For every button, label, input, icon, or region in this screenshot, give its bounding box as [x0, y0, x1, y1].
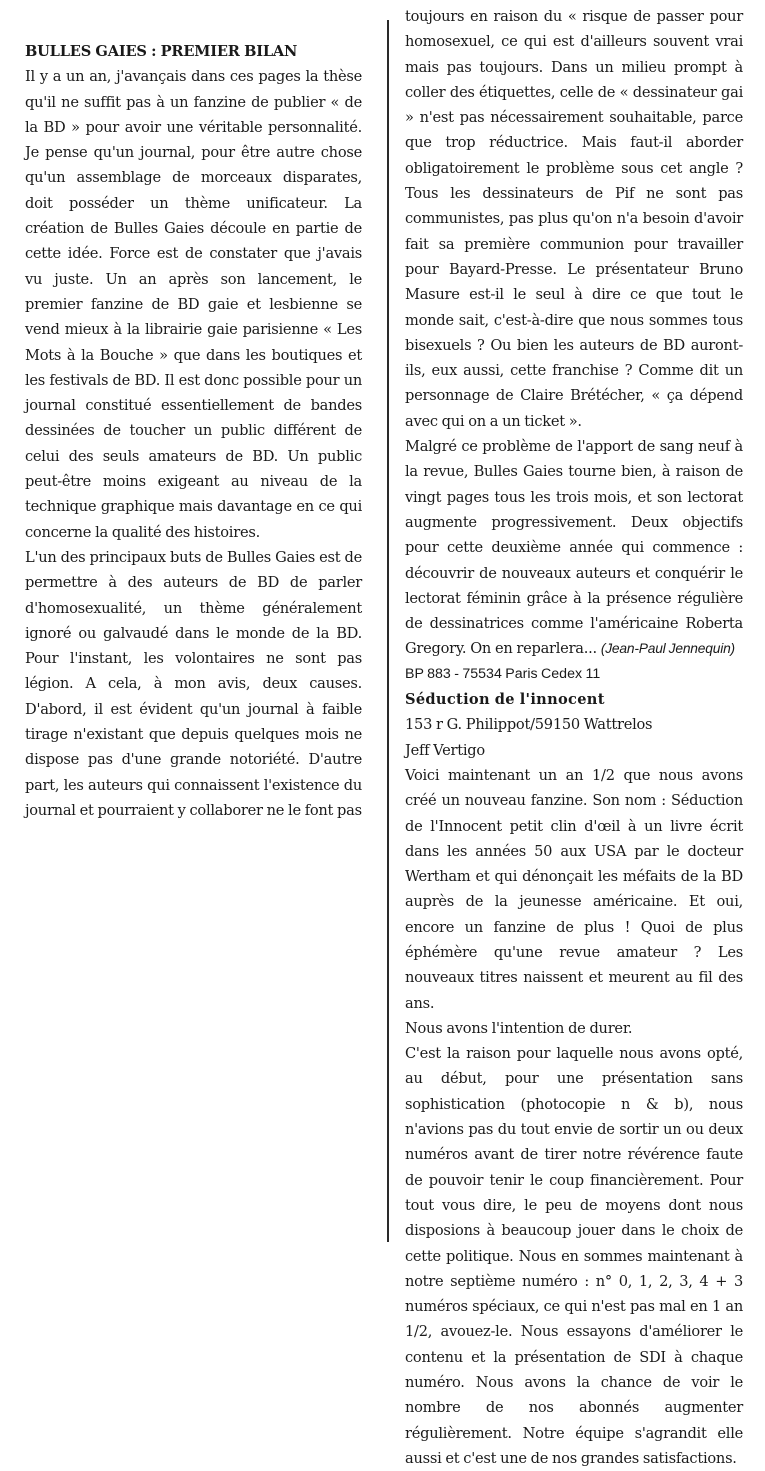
right-column	[405, 4, 743, 1471]
left-column	[25, 39, 362, 823]
section-title: Séduction de l'innocent	[405, 691, 605, 709]
article-paragraph: Voici maintenant un an 1/2 que nous avons créé un nouveau fanzine. Son nom : Séduction de l'Innocent petit clin d'œil à un livre écrit dans les années 50 aux USA par le docteur Wertham et qui dénonçait les méfaits de la BD auprès de la jeunesse américaine. Et oui, encore un fanzine de plus ! Quoi de plus éphémère qu'une revue amateur ? Les nouveaux titres naissent et meurent au fil des ans.	[405, 766, 743, 1012]
section-author: Jeff Vertigo	[405, 741, 485, 759]
article-paragraph: C'est la raison pour laquelle nous avons opté, au début, pour une présentation sans sophistication (photocopie n & b), nous n'avions pas du tout envie de sortir un ou deux numéros avant de tirer notre révérence faute de pouvoir tenir le coup financièrement. Pour tout vous dire, le peu de moyens dont nous disposions à beaucoup jouer dans le choix de cette politique. Nous en sommes maintenant à notre septième numéro : n° 0, 1, 2, 3, 4 + 3 numéros spéciaux, ce qui n'est pas mal en 1 an 1/2, avouez-le. Nous essayons d'améliorer le contenu et la présentation de SDI à chaque numéro. Nous avons la chance de voir le nombre de nos abonnés augmenter régulièrement. Notre équipe s'agrandit elle aussi et c'est une de nos grandes satisfactions.	[405, 1045, 743, 1467]
contact-address: BP 883 - 75534 Paris Cedex 11	[405, 665, 601, 682]
article-paragraph	[405, 434, 743, 662]
article-paragraph: Nous avons l'intention de durer.	[405, 1019, 633, 1037]
article-paragraph: Il y a un an, j'avançais dans ces pages la thèse qu'il ne suffit pas à un fanzine de publier « de la BD » pour avoir une véritable personnalité. Je pense qu'un journal, pour être autre chose qu'un assemblage de morceaux disparates, doit posséder un thème unificateur. La création de Bulles Gaies découle en partie de cette idée. Force est de constater que j'avais vu juste. Un an après son lancement, le premier fanzine de BD gaie et lesbienne se vend mieux à la librairie gaie parisienne « Les Mots à la Bouche » que dans les boutiques et les festivals de BD. Il est donc possible pour un journal constitué essentiellement de bandes dessinées de toucher un public différent de celui des seuls amateurs de BD. Un public peut-être moins exigeant au niveau de la technique graphique mais davantage en ce qui concerne la qualité des histoires.	[25, 68, 362, 541]
section-address: 153 r G. Philippot/59150 Wattrelos	[405, 716, 653, 734]
article-headline: BULLES GAIES : PREMIER BILAN	[25, 43, 298, 60]
article-paragraph: toujours en raison du « risque de passer pour homosexuel, ce qui est d'ailleurs souvent vrai mais pas toujours. Dans un milieu prompt à coller des étiquettes, celle de « dessinateur gai » n'est pas nécessairement souhaitable, parce que trop réductrice. Mais faut-il aborder obligatoirement le problème sous cet angle ? Tous les dessinateurs de Pif ne sont pas communistes, pas plus qu'on n'a besoin d'avoir fait sa première communion pour travailler pour Bayard-Presse. Le présentateur Bruno Masure est-il le seul à dire ce que tout le monde sait, c'est-à-dire que nous sommes tous bisexuels ? Ou bien les auteurs de BD auront-ils, eux aussi, cette franchise ? Comme dit un personnage de Claire Brétécher, « ça dépend avec qui on a un ticket ».	[405, 8, 743, 430]
article-paragraph: L'un des principaux buts de Bulles Gaies est de permettre à des auteurs de BD de parler d'homosexualité, un thème généralement ignoré ou galvaudé dans le monde de la BD. Pour l'instant, les volontaires ne sont pas légion. A cela, à mon avis, deux causes. D'abord, il est évident qu'un journal à faible tirage n'existant que depuis quelques mois ne dispose pas d'une grande notoriété. D'autre part, les auteurs qui connaissent l'existence du journal et pourraient y collaborer ne le font pas	[25, 548, 362, 819]
article-paragraph-text: Malgré ce problème de l'apport de sang neuf à la revue, Bulles Gaies tourne bien, à raison de vingt pages tous les trois mois, et son lectorat augmente progressivement. Deux objectifs pour cette deuxième année qui commence : découvrir de nouveaux auteurs et conquérir le lectorat féminin grâce à la présence régulière de dessinatrices comme l'américaine Roberta Gregory. On en reparlera...	[405, 438, 743, 658]
author-signature: (Jean-Paul Jennequin)	[600, 641, 735, 657]
column-divider	[387, 20, 389, 1242]
